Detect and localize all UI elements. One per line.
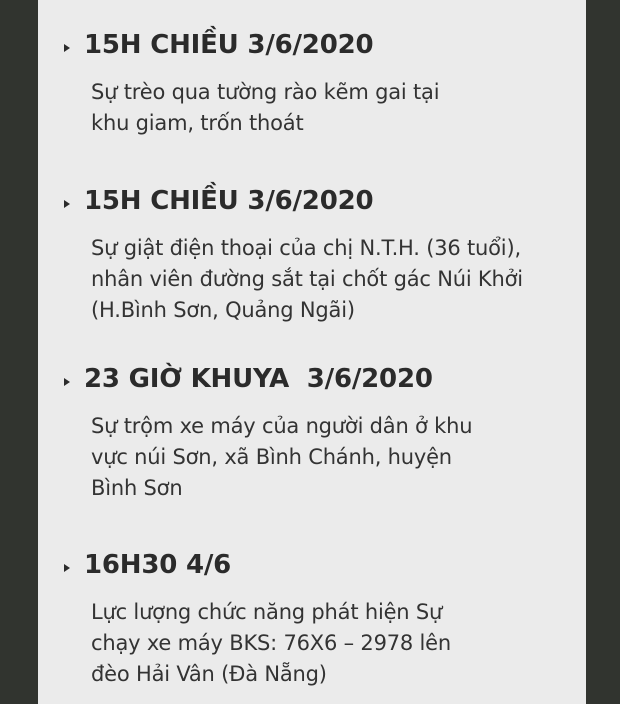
entry-time: 23 GIỜ KHUYA 3/6/2020 (84, 364, 433, 394)
entry-time: 15H CHIỀU 3/6/2020 (84, 30, 374, 60)
entry-description: Sự giật điện thoại của chị N.T.H. (36 tuổi), nhân viên đường sắt tại chốt gác Núi Khởi (H.Bình Sơn, Quảng Ngãi) (91, 236, 523, 322)
bullet-arrow-icon (64, 564, 70, 572)
entry-time: 15H CHIỀU 3/6/2020 (84, 186, 374, 216)
bullet-arrow-icon (64, 378, 70, 386)
entry-description: Sự trèo qua tường rào kẽm gai tại khu giam, trốn thoát (91, 80, 440, 135)
entry-time: 16H30 4/6 (84, 550, 232, 580)
timeline-page (38, 0, 586, 704)
entry-description: Lực lượng chức năng phát hiện Sự chạy xe máy BKS: 76X6 – 2978 lên đèo Hải Vân (Đà Nẵng) (91, 600, 451, 686)
bullet-arrow-icon (64, 44, 70, 52)
bullet-arrow-icon (64, 200, 70, 208)
entry-description: Sự trộm xe máy của người dân ở khu vực núi Sơn, xã Bình Chánh, huyện Bình Sơn (91, 414, 473, 500)
